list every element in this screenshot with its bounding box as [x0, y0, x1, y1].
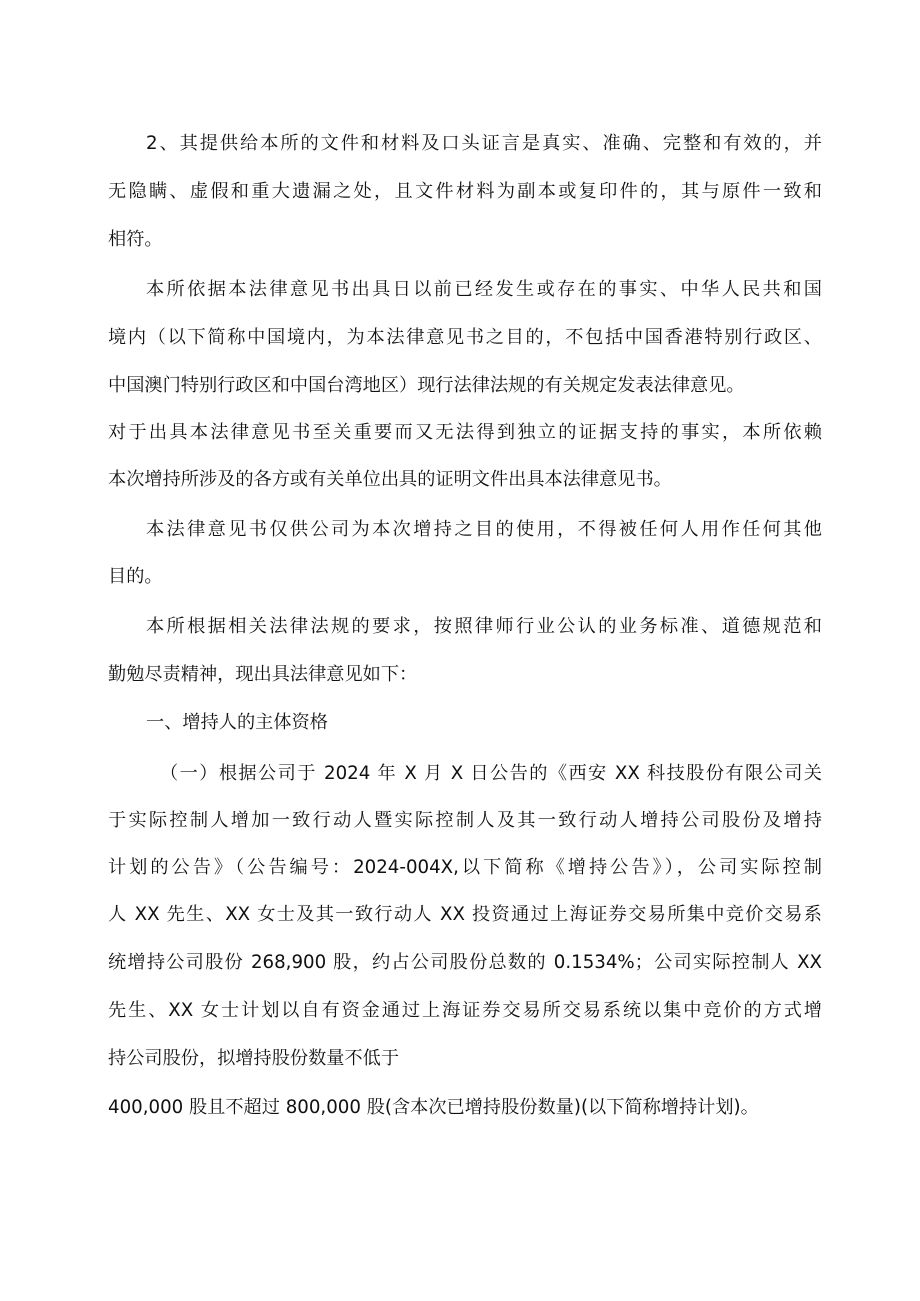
text-line: 中国澳门特别行政区和中国台湾地区）现行法律法规的有关规定发表法律意见。 [108, 375, 745, 396]
text-line: 本法律意见书仅供公司为本次增持之目的使用，不得被任何人用作任何其他 [146, 519, 822, 540]
text-line: 先生、XX 女士计划以自有资金通过上海证券交易所交易系统以集中竞价的方式增 [108, 1000, 822, 1021]
text-line: 对于出具本法律意见书至关重要而又无法得到独立的证据支持的事实，本所依赖 [108, 422, 822, 443]
text-line: 目的。 [108, 566, 163, 587]
text-line: 境内（以下简称中国境内，为本法律意见书之目的，不包括中国香港特别行政区、 [108, 327, 822, 348]
text-line: 计划的公告》（公告编号：2024-004X,以下简称《增持公告》），公司实际控制 [108, 857, 822, 878]
section-heading: 一、增持人的主体资格 [146, 712, 328, 733]
text-line: 2、其提供给本所的文件和材料及口头证言是真实、准确、完整和有效的，并 [146, 133, 822, 154]
text-line: 持公司股份，拟增持股份数量不低于 [108, 1048, 400, 1069]
text-line: 统增持公司股份 268,900 股，约占公司股份总数的 0.1534%；公司实际控制人 XX [108, 952, 822, 973]
text-line: 勤勉尽责精神，现出具法律意见如下： [108, 664, 418, 685]
text-line: 相符。 [108, 229, 163, 250]
text-line: 人 XX 先生、XX 女士及其一致行动人 XX 投资通过上海证券交易所集中竞价交易系 [108, 904, 822, 925]
text-line: 本所根据相关法律法规的要求，按照律师行业公认的业务标准、道德规范和 [146, 616, 822, 637]
text-line: （一）根据公司于 2024 年 X 月 X 日公告的《西安 XX 科技股份有限公司关 [160, 763, 822, 784]
text-line: 本所依据本法律意见书出具日以前已经发生或存在的事实、中华人民共和国 [146, 279, 822, 300]
text-line: 400,000 股且不超过 800,000 股(含本次已增持股份数量)(以下简称增持计划)。 [108, 1097, 759, 1118]
text-line: 于实际控制人增加一致行动人暨实际控制人及其一致行动人增持公司股份及增持 [108, 810, 822, 831]
text-line: 无隐瞒、虚假和重大遗漏之处，且文件材料为副本或复印件的，其与原件一致和 [108, 181, 822, 202]
text-line: 本次增持所涉及的各方或有关单位出具的证明文件出具本法律意见书。 [108, 469, 672, 490]
